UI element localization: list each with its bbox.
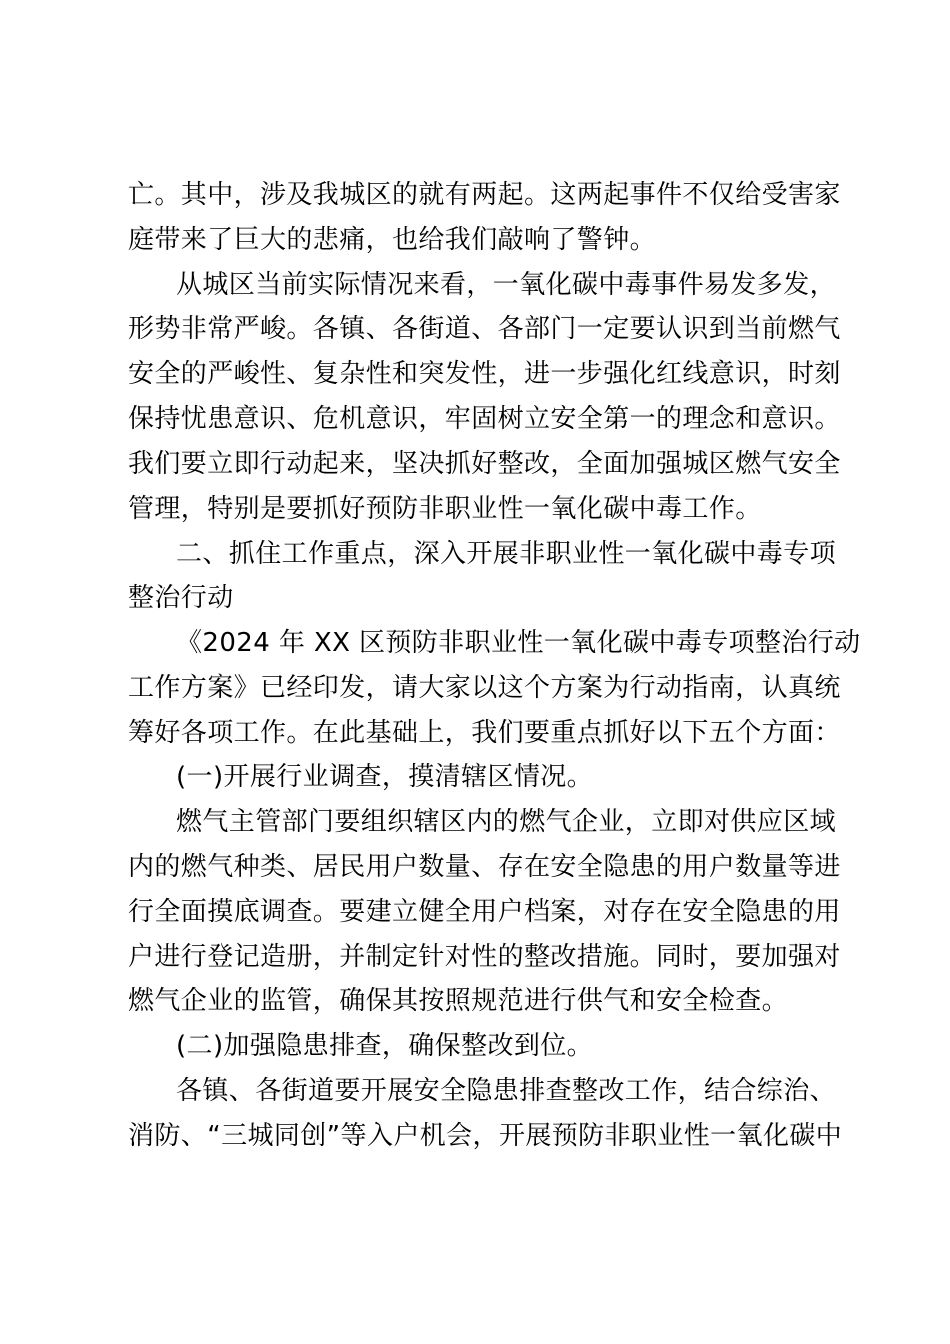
paragraph-line: 户进行登记造册，并制定针对性的整改措施。同时，要加强对 — [128, 942, 841, 972]
paragraph-line: 燃气主管部门要组织辖区内的燃气企业，立即对供应区域 — [176, 807, 837, 837]
paragraph-line: 形势非常严峻。各镇、各街道、各部门一定要认识到当前燃气 — [128, 314, 841, 344]
paragraph-line: 各镇、各街道要开展安全隐患排查整改工作，结合综治、 — [176, 1076, 837, 1106]
section-heading: 整治行动 — [128, 583, 234, 613]
paragraph-line: 《2024 年 XX 区预防非职业性一氧化碳中毒专项整治行动 — [176, 628, 861, 658]
paragraph-line: 安全的严峻性、复杂性和突发性，进一步强化红线意识，时刻 — [128, 359, 841, 389]
paragraph-line: 庭带来了巨大的悲痛，也给我们敲响了警钟。 — [128, 225, 657, 255]
paragraph-line: 保持忧患意识、危机意识，牢固树立安全第一的理念和意识。 — [128, 404, 841, 434]
subsection-heading: (二)加强隐患排查，确保整改到位。 — [176, 1031, 594, 1061]
paragraph-line: 工作方案》已经印发，请大家以这个方案为行动指南，认真统 — [128, 673, 841, 703]
paragraph-line: 从城区当前实际情况来看，一氧化碳中毒事件易发多发， — [176, 270, 837, 300]
paragraph-line: 燃气企业的监管，确保其按照规范进行供气和安全检查。 — [128, 986, 789, 1016]
paragraph-line: 消防、“三城同创”等入户机会，开展预防非职业性一氧化碳中 — [128, 1121, 843, 1151]
paragraph-line: 行全面摸底调查。要建立健全用户档案，对存在安全隐患的用 — [128, 897, 841, 927]
paragraph-line: 我们要立即行动起来，坚决抓好整改，全面加强城区燃气安全 — [128, 449, 841, 479]
paragraph-line: 管理，特别是要抓好预防非职业性一氧化碳中毒工作。 — [128, 494, 762, 524]
subsection-heading: (一)开展行业调查，摸清辖区情况。 — [176, 762, 594, 792]
paragraph-line: 内的燃气种类、居民用户数量、存在安全隐患的用户数量等进 — [128, 852, 841, 882]
paragraph-line: 亡。其中，涉及我城区的就有两起。这两起事件不仅给受害家 — [128, 180, 841, 210]
section-heading: 二、抓住工作重点，深入开展非职业性一氧化碳中毒专项 — [176, 539, 837, 569]
paragraph-line: 筹好各项工作。在此基础上，我们要重点抓好以下五个方面： — [128, 718, 841, 748]
